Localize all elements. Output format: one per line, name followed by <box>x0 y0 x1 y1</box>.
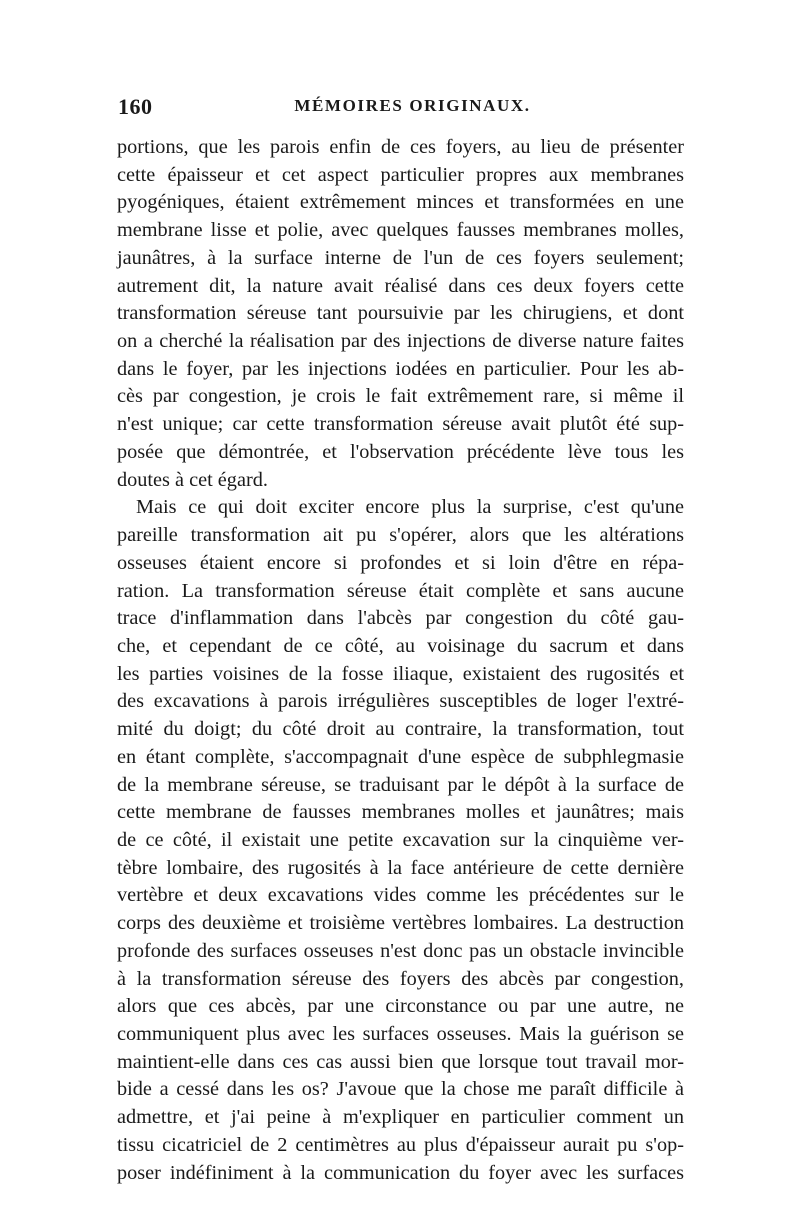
text-line: tissu cicatriciel de 2 centimètres au plus d'épaisseur aurait pu s'op- <box>117 1133 684 1156</box>
text-line: poser indéfiniment à la communication du foyer avec les surfaces <box>117 1161 684 1184</box>
page-header <box>115 94 685 124</box>
page-number: 160 <box>118 94 153 119</box>
text-line: dans le foyer, par les injections iodées en particulier. Pour les ab- <box>117 357 684 380</box>
text-line: maintient-elle dans ces cas aussi bien que lorsque tout travail mor- <box>117 1050 684 1073</box>
text-line: communiquent plus avec les surfaces osseuses. Mais la guérison se <box>117 1023 684 1045</box>
text-line: membrane lisse et polie, avec quelques fausses membranes molles, <box>117 219 684 242</box>
text-line: transformation séreuse tant poursuivie par les chirugiens, et dont <box>117 302 684 325</box>
text-line: n'est unique; car cette transformation séreuse avait plutôt été sup- <box>117 413 684 436</box>
text-line: Mais ce qui doit exciter encore plus la surprise, c'est qu'une <box>136 496 684 519</box>
text-line: bide a cessé dans les os? J'avoue que la chose me paraît difficile à <box>117 1078 684 1101</box>
text-line: mité du doigt; du côté droit au contraire, la transformation, tout <box>117 718 684 741</box>
text-line: alors que ces abcès, par une circonstance ou par une autre, ne <box>117 995 684 1018</box>
text-line: osseuses étaient encore si profondes et si loin d'être en répa- <box>117 551 684 574</box>
text-line: ration. La transformation séreuse était complète et sans aucune <box>117 579 684 602</box>
text-line: che, et cependant de ce côté, au voisinage du sacrum et dans <box>117 634 684 657</box>
text-line: vertèbre et deux excavations vides comme les précédentes sur le <box>117 884 684 907</box>
text-line: les parties voisines de la fosse iliaque, existaient des rugosités et <box>117 662 684 685</box>
text-line: posée que démontrée, et l'observation précédente lève tous les <box>117 440 684 463</box>
text-line: de la membrane séreuse, se traduisant par le dépôt à la surface de <box>117 773 684 796</box>
body-text <box>117 134 684 1187</box>
text-line: pyogéniques, étaient extrêmement minces et transformées en une <box>117 191 684 214</box>
text-line: on a cherché la réalisation par des injections de diverse nature faites <box>117 330 684 353</box>
text-line: trace d'inflammation dans l'abcès par congestion du côté gau- <box>117 607 684 630</box>
text-line: doutes à cet égard. <box>117 468 268 491</box>
text-line: en étant complète, s'accompagnait d'une espèce de subphlegmasie <box>117 745 684 768</box>
text-line: pareille transformation ait pu s'opérer, alors que les altérations <box>117 524 684 547</box>
text-line: à la transformation séreuse des foyers des abcès par congestion, <box>117 967 684 990</box>
text-line: admettre, et j'ai peine à m'expliquer en particulier comment un <box>117 1106 684 1129</box>
text-line: cette épaisseur et cet aspect particulier propres aux membranes <box>117 163 684 186</box>
text-line: corps des deuxième et troisième vertèbres lombaires. La destruction <box>117 912 684 935</box>
text-line: tèbre lombaire, des rugosités à la face antérieure de cette dernière <box>117 856 684 879</box>
running-title: MÉMOIRES ORIGINAUX. <box>294 96 531 115</box>
text-line: de ce côté, il existait une petite excavation sur la cinquième ver- <box>117 828 684 851</box>
text-line: profonde des surfaces osseuses n'est donc pas un obstacle invincible <box>117 939 684 962</box>
text-line: autrement dit, la nature avait réalisé dans ces deux foyers cette <box>117 274 684 297</box>
text-line: portions, que les parois enfin de ces foyers, au lieu de présenter <box>117 136 684 158</box>
text-line: jaunâtres, à la surface interne de l'un de ces foyers seulement; <box>117 246 684 269</box>
text-line: cès par congestion, je crois le fait extrêmement rare, si même il <box>117 385 684 408</box>
text-line: des excavations à parois irrégulières susceptibles de loger l'extré- <box>117 690 684 713</box>
text-line: cette membrane de fausses membranes molles et jaunâtres; mais <box>117 801 684 824</box>
